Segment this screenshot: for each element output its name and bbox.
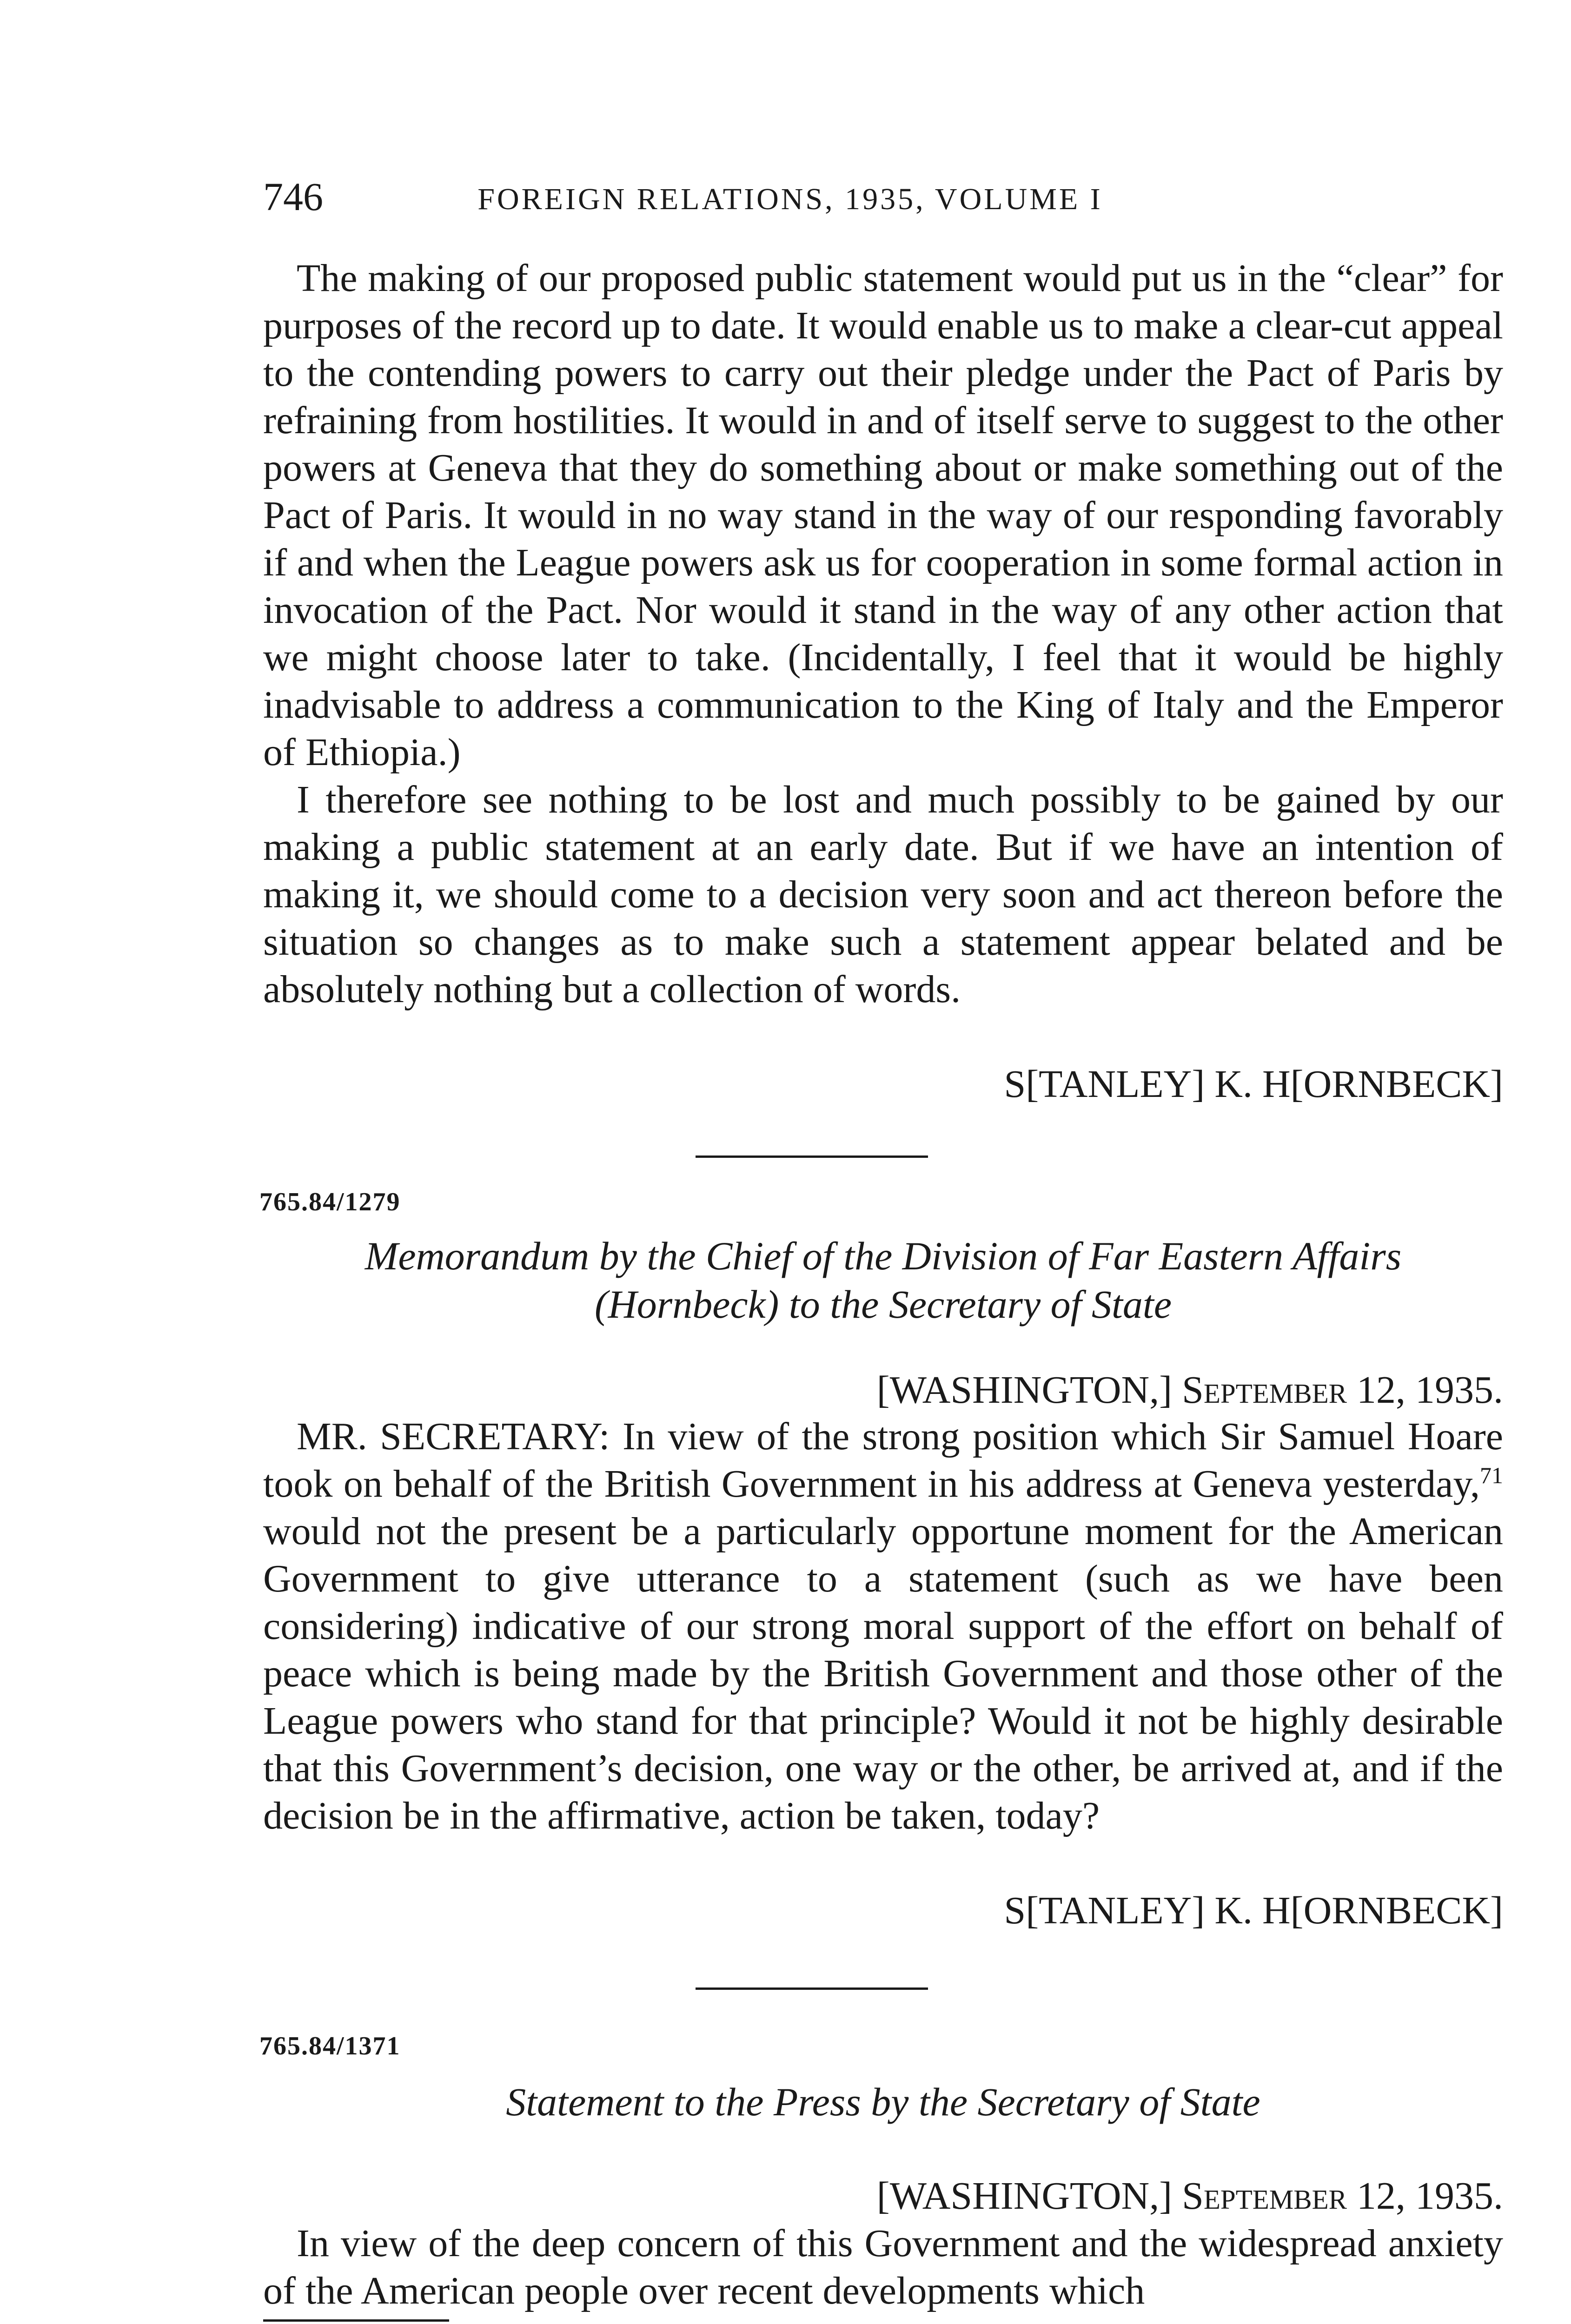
signature: S[TANLEY] K. H[ORNBECK] [1004, 1889, 1503, 1932]
paragraph: The making of our proposed public statement would put us in the “clear” for purposes of the record up to date. It would enable us to make a clear-cut appeal to the contending powers to carry out their pledge under the Pact of Paris by refraining from hostilities. It would in and of itself serve to suggest to the other powers at Geneva that they do something about or make something out of the Pact of Paris. It would in no way stand in the way of our responding favorably if and when the League powers ask us for cooperation in some formal action in invocation of the Pact. Nor would it stand in the way of any other action that we might choose later to take. (Incidentally, I feel that it would be highly inadvisable to address a communication to the King of Italy and the Emperor of Ethiopia.) [263, 257, 1503, 774]
section-divider [696, 1987, 928, 1990]
section-divider [696, 1155, 928, 1158]
document-title: Statement to the Press by the Secretary of State [506, 2080, 1260, 2124]
file-number: 765.84/1371 [259, 2032, 401, 2060]
document-title [263, 1232, 1503, 1328]
running-head [263, 171, 1317, 222]
paragraph: In view of the deep concern of this Government and the widespread anxiety of the American people over recent developments which [263, 2222, 1503, 2312]
statement-body [263, 2220, 1503, 2315]
footnote-divider [263, 2319, 449, 2322]
document-title-line: Memorandum by the Chief of the Division of Far Eastern Affairs [365, 1234, 1402, 1278]
footnote-reference: 71 [1480, 1462, 1503, 1488]
paragraph: MR. SECRETARY: In view of the strong position which Sir Samuel Hoare took on behalf of the British Government in his address at Geneva yesterday,$^{71}$ would not the present be a particularly opportune moment for the American Government to give utterance to a statement (such as we have been considering) indicative of our strong moral support of the effort on behalf of peace which is being made by the British Government and those other of the League powers who stand for that principle? Would it not be highly desirable that this Government’s decision, one way or the other, be arrived at, and if the decision be in the affirmative, action be taken, today? [263, 1415, 1504, 1837]
memorandum-body [263, 1413, 1503, 1840]
file-number: 765.84/1279 [259, 1188, 401, 1216]
running-title: FOREIGN RELATIONS, 1935, VOLUME I [477, 182, 1103, 216]
signature: S[TANLEY] K. H[ORNBECK] [1004, 1063, 1503, 1106]
page-number: 746 [263, 174, 323, 219]
continued-memorandum [263, 255, 1503, 1013]
dateline: [WASHINGTON,] September 12, 1935. [876, 2174, 1503, 2218]
document-title-line: (Hornbeck) to the Secretary of State [595, 1282, 1172, 1327]
salutation: MR. SECRETARY: [297, 1415, 610, 1458]
paragraph: I therefore see nothing to be lost and much possibly to be gained by our making a public statement at an early date. But if we have an intention of making it, we should come to a decision very soon and act thereon before the situation so changes as to make such a statement appear belated and be absolutely nothing but a collection of words. [263, 778, 1503, 1011]
dateline: [WASHINGTON,] September 12, 1935. [876, 1368, 1503, 1412]
